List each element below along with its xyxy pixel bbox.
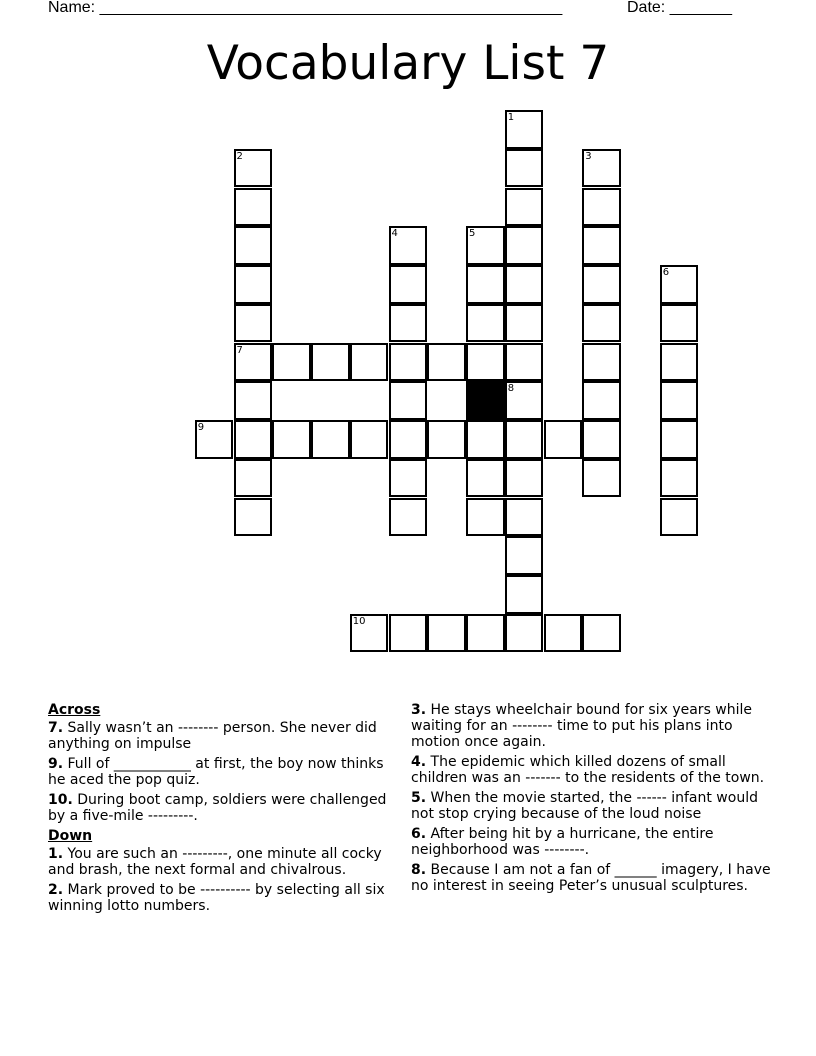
grid-cell[interactable] [660, 498, 699, 537]
grid-cell[interactable] [505, 226, 544, 265]
clue-text: Sally wasn’t an -------- person. She never did anything on impulse [48, 720, 377, 752]
grid-cell[interactable] [234, 265, 273, 304]
name-field-label: Name: ____________________________________________________ [48, 0, 563, 16]
clue-number-label: 2 [236, 150, 243, 162]
clue-number: 10. [48, 792, 73, 808]
clue-item [411, 754, 781, 786]
grid-cell[interactable] [582, 304, 621, 343]
grid-cell[interactable] [234, 381, 273, 420]
grid-cell[interactable] [582, 265, 621, 304]
clue-number-label: 8 [507, 383, 515, 395]
clue-item [48, 756, 393, 788]
grid-cell[interactable] [660, 304, 699, 343]
clue-number: 9. [48, 756, 64, 772]
grid-cell[interactable] [582, 343, 621, 382]
clue-number-label: 10 [352, 615, 366, 627]
grid-cell[interactable] [350, 343, 389, 382]
across-heading: Across [48, 702, 101, 718]
grid-cell[interactable] [427, 420, 466, 459]
clue-item [48, 846, 393, 878]
grid-cell[interactable] [582, 381, 621, 420]
clue-text: Full of ___________ at first, the boy now thinks he aced the pop quiz. [48, 756, 384, 788]
clue-number-label: 1 [507, 112, 515, 123]
clue-number-label: 6 [662, 267, 670, 278]
clue-item [411, 790, 781, 822]
grid-cell[interactable] [389, 265, 428, 304]
grid-cell[interactable] [427, 614, 466, 653]
date-field-label: Date: _______ [627, 0, 732, 16]
grid-cell[interactable] [311, 420, 350, 459]
grid-cell[interactable] [505, 265, 544, 304]
grid-cell[interactable] [466, 304, 505, 343]
grid-cell[interactable] [505, 614, 544, 653]
grid-cell[interactable] [389, 420, 428, 459]
grid-cell[interactable] [660, 343, 699, 382]
grid-cell[interactable] [234, 498, 273, 537]
page-title: Vocabulary List 7 [206, 36, 610, 91]
grid-cell[interactable] [350, 614, 389, 653]
black-cell [466, 381, 505, 420]
clue-text: After being hit by a hurricane, the entire neighborhood was --------. [411, 826, 714, 858]
clue-text: Mark proved to be ---------- by selecting all six winning lotto numbers. [48, 882, 385, 914]
grid-cell[interactable] [582, 226, 621, 265]
grid-cell[interactable] [466, 226, 505, 265]
grid-cell[interactable] [582, 149, 621, 188]
clue-item [411, 702, 781, 750]
clue-number-label: 4 [391, 228, 398, 240]
grid-cell[interactable] [389, 614, 428, 653]
clue-text: You are such an ---------, one minute all cocky and brash, the next formal and chivalrous. [48, 846, 382, 878]
grid-cell[interactable] [389, 381, 428, 420]
clue-number-label: 9 [197, 422, 205, 433]
grid-cell[interactable] [544, 420, 583, 459]
grid-cell[interactable] [505, 459, 544, 498]
clue-text: Because I am not a fan of ______ imagery, I have no interest in seeing Peter’s unusual sculptures. [411, 862, 771, 894]
grid-cell[interactable] [389, 459, 428, 498]
grid-cell[interactable] [234, 226, 273, 265]
grid-cell[interactable] [505, 149, 544, 188]
grid-cell[interactable] [466, 614, 505, 653]
clue-number-label: 7 [236, 344, 243, 356]
clue-number-label: 3 [585, 150, 592, 162]
grid-cell[interactable] [389, 343, 428, 382]
grid-cell[interactable] [234, 149, 273, 188]
clue-item [411, 862, 781, 894]
clue-item [411, 826, 781, 858]
clue-number: 5. [411, 790, 427, 806]
grid-cell[interactable] [582, 614, 621, 653]
grid-cell[interactable] [466, 420, 505, 459]
grid-cell[interactable] [660, 265, 699, 304]
grid-cell[interactable] [505, 188, 544, 227]
grid-cell[interactable] [234, 459, 273, 498]
grid-cell[interactable] [195, 420, 234, 459]
grid-cell[interactable] [660, 381, 699, 420]
grid-cell[interactable] [234, 304, 273, 343]
grid-cell[interactable] [272, 343, 311, 382]
grid-cell[interactable] [505, 575, 544, 614]
grid-cell[interactable] [466, 498, 505, 537]
clue-text: When the movie started, the ------ infant would not stop crying because of the loud noise [411, 790, 758, 822]
clue-item [48, 720, 393, 752]
clue-number: 2. [48, 882, 64, 898]
grid-cell[interactable] [660, 459, 699, 498]
grid-cell[interactable] [311, 343, 350, 382]
clue-number: 1. [48, 846, 64, 862]
grid-cell[interactable] [466, 265, 505, 304]
clue-item [48, 792, 393, 824]
grid-cell[interactable] [505, 343, 544, 382]
clue-text: The epidemic which killed dozens of small children was an ------- to the residents of the town. [411, 754, 765, 786]
down-heading: Down [48, 828, 93, 844]
grid-cell[interactable] [582, 188, 621, 227]
grid-cell[interactable] [234, 420, 273, 459]
clue-text: He stays wheelchair bound for six years while waiting for an -------- time to put his plans into motion once again. [411, 702, 753, 750]
grid-cell[interactable] [544, 614, 583, 653]
clue-number-label: 5 [469, 228, 476, 240]
grid-cell[interactable] [389, 498, 428, 537]
grid-cell[interactable] [505, 536, 544, 575]
grid-cell[interactable] [466, 343, 505, 382]
grid-cell[interactable] [427, 343, 466, 382]
grid-cell[interactable] [505, 420, 544, 459]
grid-cell[interactable] [234, 188, 273, 227]
grid-cell[interactable] [505, 381, 544, 420]
grid-cell[interactable] [582, 459, 621, 498]
clue-number: 7. [48, 720, 64, 736]
grid-cell[interactable] [234, 343, 273, 382]
grid-cell[interactable] [350, 420, 389, 459]
clues-left-column [48, 702, 393, 918]
grid-cell[interactable] [389, 226, 428, 265]
clue-number: 8. [411, 862, 427, 878]
grid-cell[interactable] [660, 420, 699, 459]
clues-right-column [411, 702, 781, 898]
grid-cell[interactable] [582, 420, 621, 459]
clue-number: 4. [411, 754, 427, 770]
clue-number: 6. [411, 826, 427, 842]
grid-cell[interactable] [505, 304, 544, 343]
grid-cell[interactable] [389, 304, 428, 343]
grid-cell[interactable] [505, 498, 544, 537]
clue-item [48, 882, 393, 914]
grid-cell[interactable] [505, 110, 544, 149]
clue-text: During boot camp, soldiers were challenged by a five-mile ---------. [48, 792, 387, 824]
grid-cell[interactable] [466, 459, 505, 498]
clue-number: 3. [411, 702, 427, 718]
grid-cell[interactable] [272, 420, 311, 459]
